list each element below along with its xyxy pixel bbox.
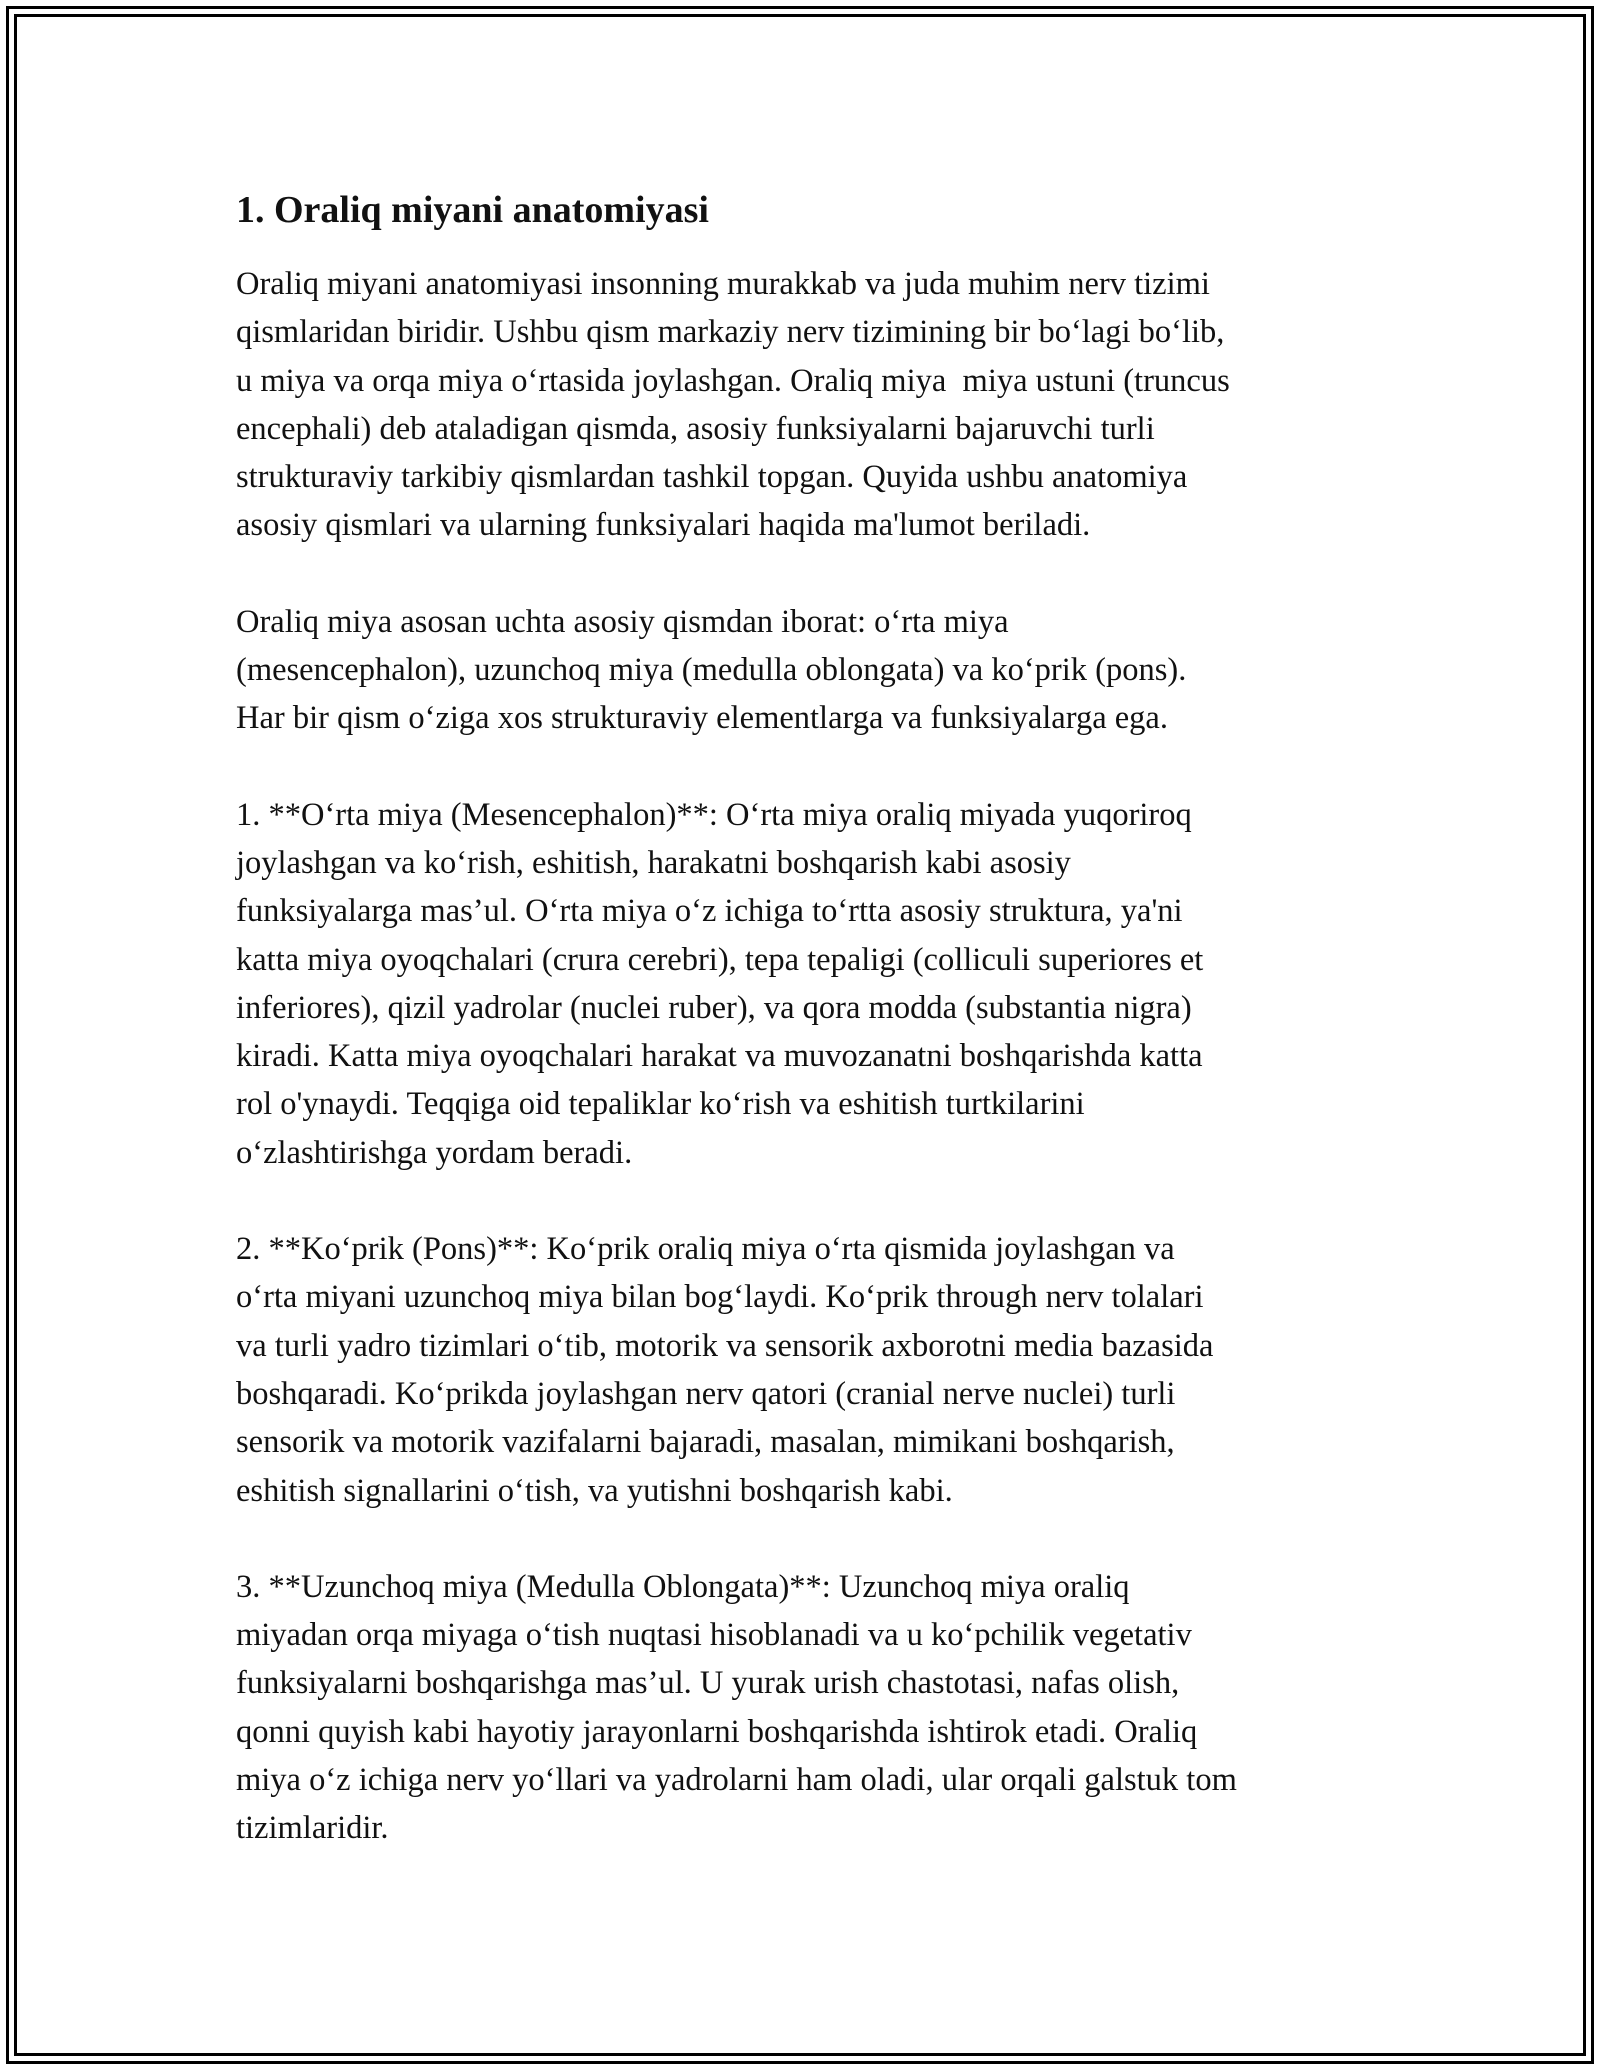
paragraph-mesencephalon: 1. **O‘rta miya (Mesencephalon)**: O‘rta miya oraliq miyada yuqoriroq joylashgan va ko‘rish, eshitish, harakatni boshqarish kabi asosiy funksiyalarga mas’ul. O‘rta miya o‘z ichiga to‘rtta asosiy struktura, ya'ni katta miya oyoqchalari (crura cerebri), tepa tepaligi (colliculi superiores et inferiores), qizil yadrolar (nuclei ruber), va qora modda (substantia nigra) kiradi. Katta miya oyoqchalari harakat va muvozanatni boshqarishda katta rol o'ynaydi. Teqqiga oid tepaliklar ko‘rish va eshitish turtkilarini o‘zlashtirishga yordam beradi.	[236, 796, 1204, 1171]
paragraph-overview: Oraliq miya asosan uchta asosiy qismdan iborat: o‘rta miya (mesencephalon), uzunchoq miya (medulla oblongata) va ko‘prik (pons). Har bir qism o‘ziga xos strukturaviy elementlarga va funksiyalarga ega.	[236, 603, 1187, 737]
paragraph-pons: 2. **Ko‘prik (Pons)**: Ko‘prik oraliq miya o‘rta qismida joylashgan va o‘rta miyani uzunchoq miya bilan bog‘laydi. Ko‘prik through nerv tolalari va turli yadro tizimlari o‘tib, motorik va sensorik axborotni media bazasida boshqaradi. Ko‘prikda joylashgan nerv qatori (cranial nerve nuclei) turli sensorik va motorik vazifalarni bajaradi, masalan, mimikani boshqarish, eshitish signallarini o‘tish, va yutishni boshqarish kabi.	[236, 1231, 1214, 1509]
paragraph-intro: Oraliq miyani anatomiyasi insonning murakkab va juda muhim nerv tizimi qismlaridan biridir. Ushbu qism markaziy nerv tizimining bir bo‘lagi bo‘lib, u miya va orqa miya o‘rtasida joylashgan. Oraliq miya miya ustuni (truncus encephali) deb ataladigan qismda, asosiy funksiyalarni bajaruvchi turli strukturaviy tarkibiy qismlardan tashkil topgan. Quyida ushbu anatomiya asosiy qismlari va ularning funksiyalari haqida ma'lumot beriladi.	[236, 266, 1230, 544]
document-title: 1. Oraliq miyani anatomiyasi	[236, 189, 709, 231]
document-body	[236, 186, 1376, 1901]
paragraph-medulla: 3. **Uzunchoq miya (Medulla Oblongata)**: Uzunchoq miya oraliq miyadan orqa miyaga o‘tish nuqtasi hisoblanadi va u ko‘pchilik vegetativ funksiyalarni boshqarishga mas’ul. U yurak urish chastotasi, nafas olish, qonni quyish kabi hayotiy jarayonlarni boshqarishda ishtirok etadi. Oraliq miya o‘z ichiga nerv yo‘llari va yadrolarni ham oladi, ular orqali galstuk tom tizimlaridir.	[236, 1568, 1237, 1847]
